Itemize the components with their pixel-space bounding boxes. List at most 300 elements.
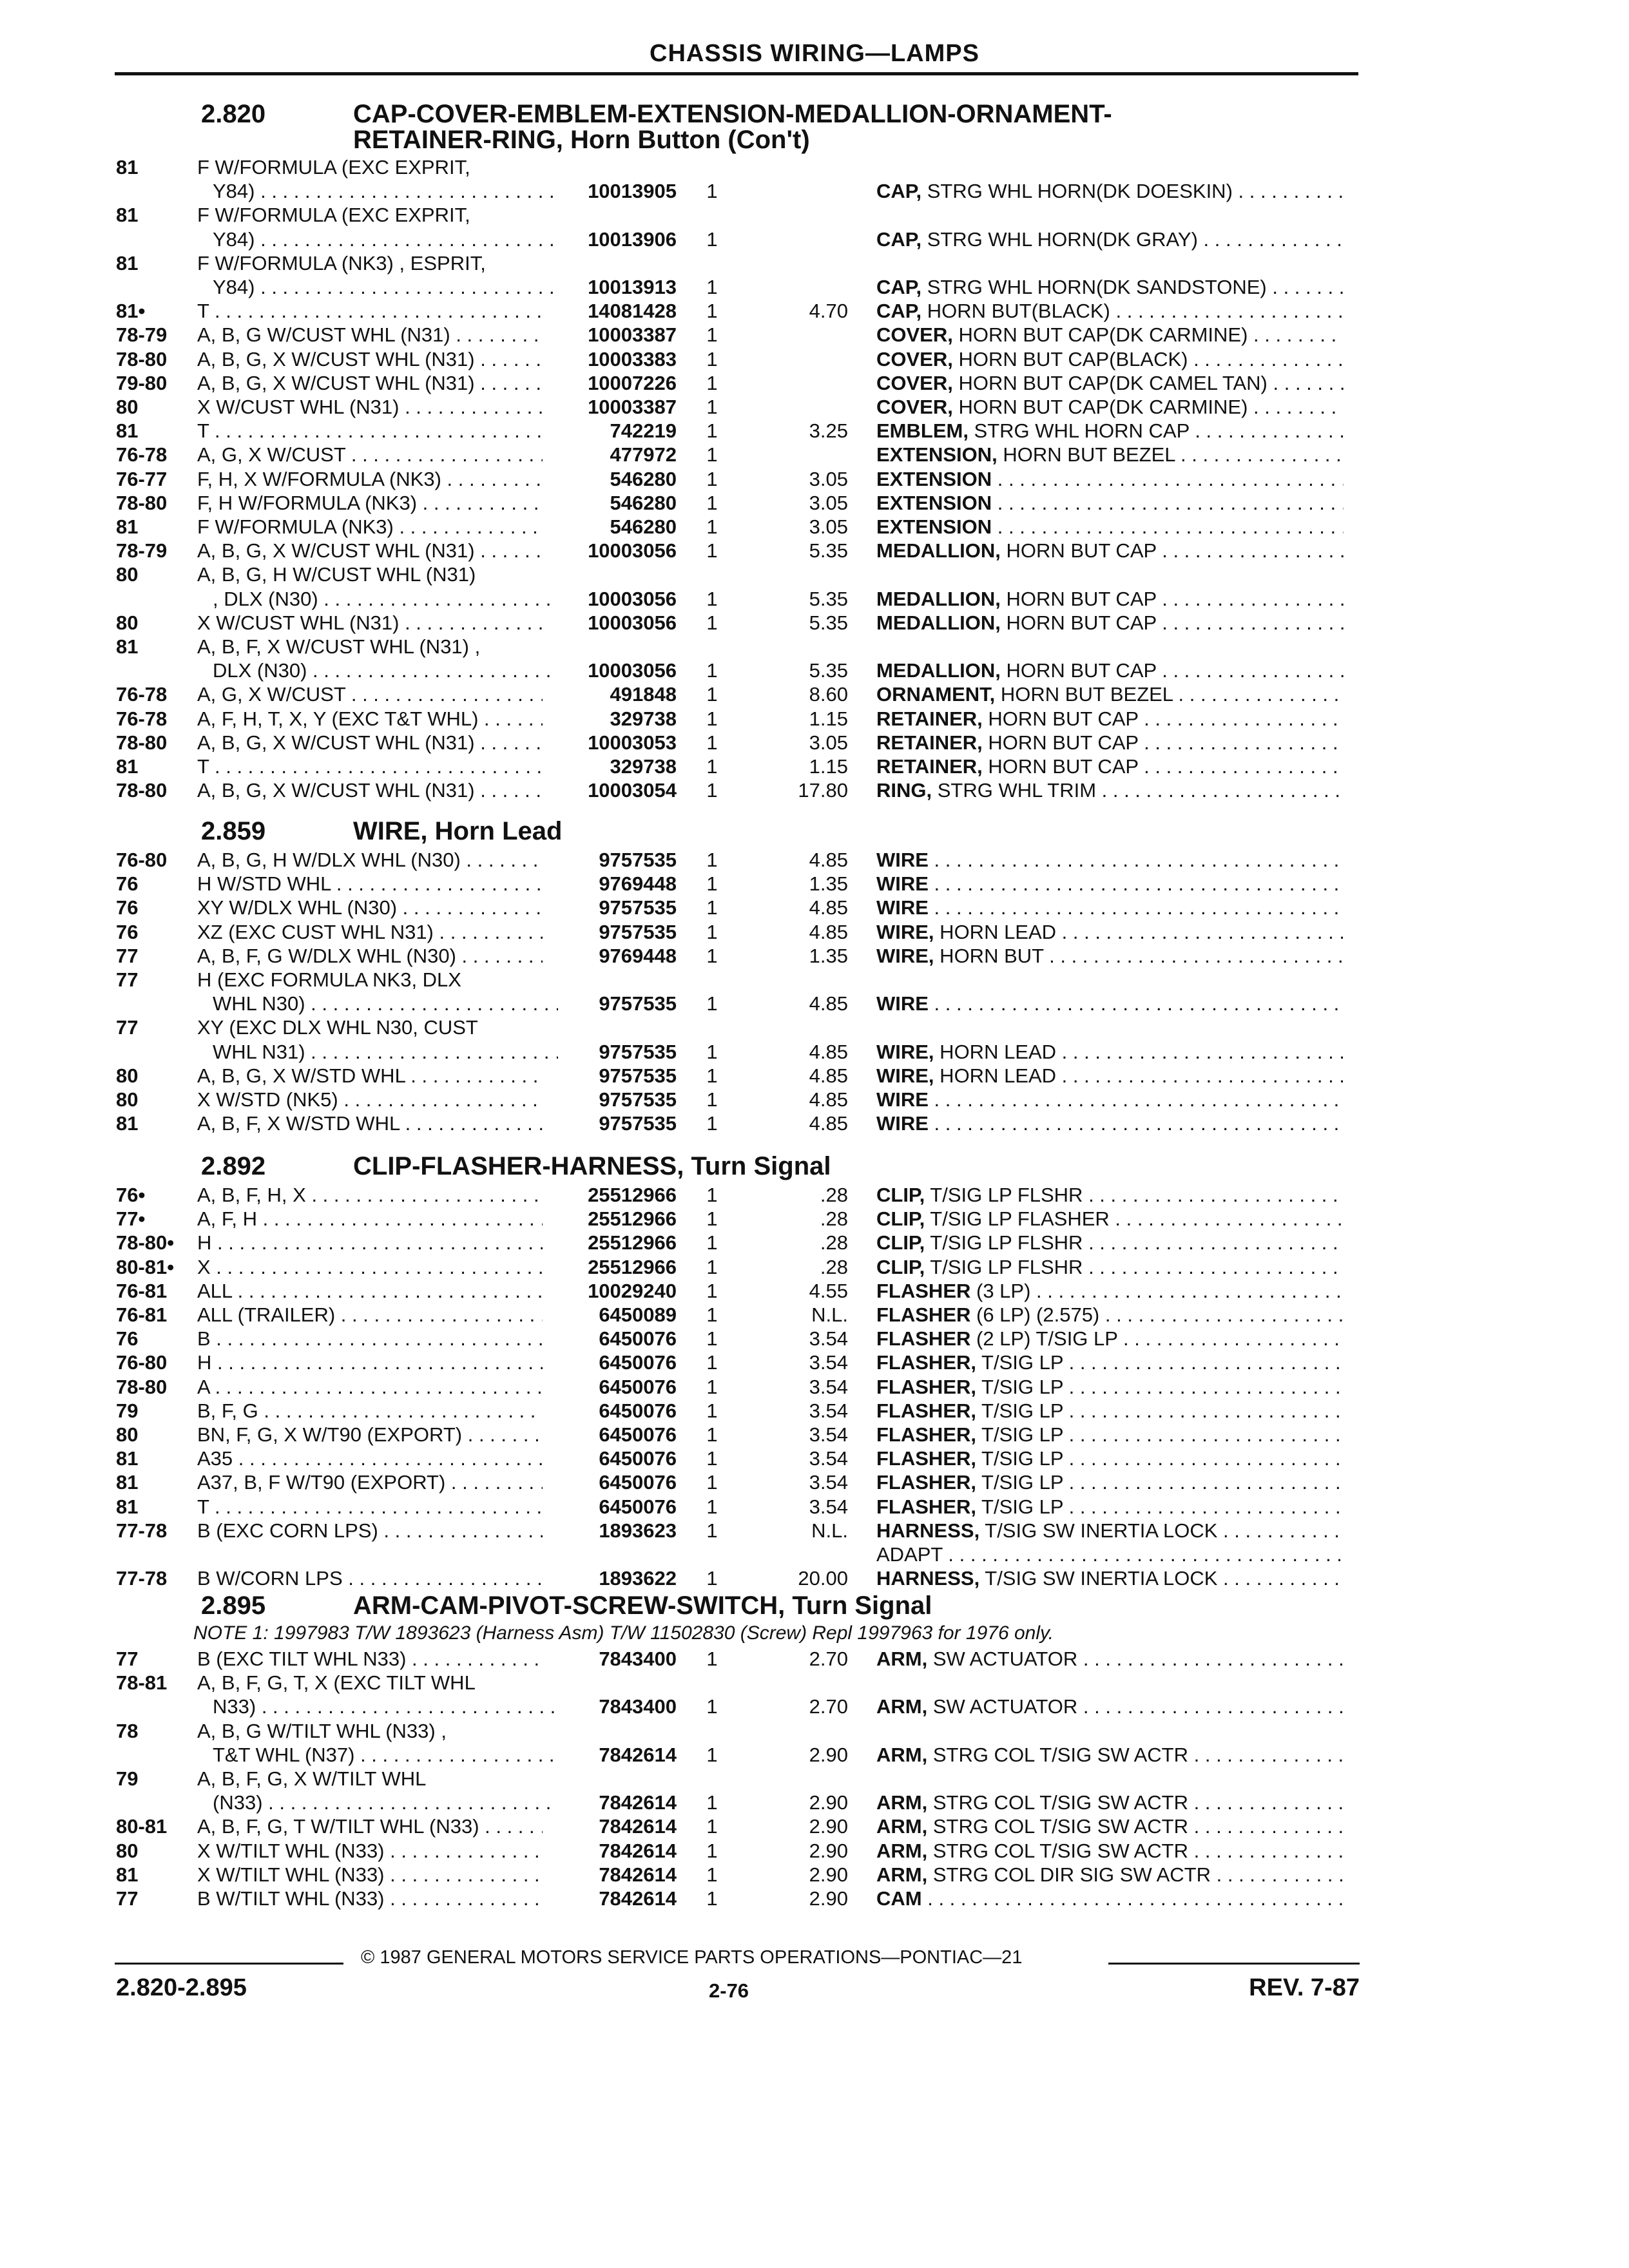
- row-application: Y84) . . .: [213, 275, 558, 299]
- row-description-keyword: ARM,: [876, 1648, 928, 1670]
- row-part-number: 7843400: [599, 1648, 677, 1670]
- row-quantity: 1: [706, 992, 718, 1015]
- row-quantity: 1: [706, 683, 718, 706]
- row-quantity: 1: [706, 1256, 718, 1278]
- section-number: 2.895: [201, 1591, 266, 1620]
- row-year: 79: [116, 1399, 139, 1422]
- row-description: [876, 1255, 1344, 1279]
- section-title: CLIP-FLASHER-HARNESS, Turn Signal: [353, 1152, 831, 1180]
- row-quantity: 1: [706, 276, 718, 298]
- row-description: [876, 611, 1344, 635]
- row-price: 3.54: [809, 1376, 848, 1398]
- row-part-number: 9757535: [599, 992, 677, 1015]
- row-quantity: 1: [706, 515, 718, 538]
- row-description-keyword: CAP,: [876, 276, 922, 298]
- row-description-text: STRG COL DIR SIG SW ACTR: [927, 1863, 1211, 1886]
- row-part-number: 9757535: [599, 921, 677, 943]
- row-part-number: 329738: [610, 707, 677, 730]
- section-title: ARM-CAM-PIVOT-SCREW-SWITCH, Turn Signal: [353, 1591, 932, 1620]
- row-part-number: 10003056: [588, 588, 677, 610]
- row-description-keyword: FLASHER,: [876, 1423, 976, 1446]
- row-part-number: 491848: [610, 683, 677, 706]
- parts-row: [0, 731, 1629, 754]
- row-application: A, B, G, X W/CUST WHL (N31) . . .: [197, 371, 543, 395]
- row-price: 4.85: [809, 1041, 848, 1063]
- parts-row: [0, 419, 1629, 443]
- parts-row: [0, 395, 1629, 419]
- row-year: 80-81•: [116, 1256, 175, 1278]
- row-description-text: (6 LP) (2.575): [970, 1303, 1100, 1326]
- row-description-keyword: FLASHER: [876, 1280, 971, 1302]
- row-part-number: 477972: [610, 443, 677, 466]
- row-description: [876, 419, 1344, 443]
- parts-row: [0, 635, 1629, 658]
- row-description-text: HORN LEAD: [934, 1041, 1057, 1063]
- row-year: 78-80: [116, 731, 168, 754]
- row-quantity: 1: [706, 707, 718, 730]
- parts-row: [0, 1088, 1629, 1111]
- row-description: [876, 944, 1344, 968]
- parts-row: [0, 1791, 1629, 1814]
- row-year: 76-77: [116, 468, 168, 490]
- row-part-number: 6450076: [599, 1376, 677, 1398]
- row-application: A, B, G, H W/DLX WHL (N30) . . .: [197, 848, 543, 872]
- row-part-number: 7842614: [599, 1744, 677, 1766]
- row-description-text: HORN BUT CAP: [982, 707, 1139, 730]
- row-year: 81: [116, 1447, 139, 1470]
- row-description: [876, 1791, 1344, 1814]
- row-quantity: 1: [706, 659, 718, 682]
- parts-row: [0, 467, 1629, 491]
- row-price: N.L.: [811, 1519, 848, 1542]
- row-quantity: 1: [706, 779, 718, 802]
- row-year: 81: [116, 204, 139, 226]
- row-price: 2.70: [809, 1648, 848, 1670]
- row-application: H (EXC FORMULA NK3, DLX: [197, 968, 461, 991]
- row-part-number: 9769448: [599, 945, 677, 967]
- row-price: 1.15: [809, 755, 848, 778]
- row-application: T . . .: [197, 299, 543, 323]
- parts-row: [0, 944, 1629, 968]
- row-part-number: 6450076: [599, 1351, 677, 1374]
- row-application: A35 . . .: [197, 1446, 543, 1470]
- row-price: .28: [820, 1231, 848, 1254]
- row-description: [876, 587, 1344, 611]
- row-application: A, B, G W/TILT WHL (N33) ,: [197, 1720, 447, 1742]
- row-description-text: HORN BUT CAP(DK CARMINE): [952, 396, 1248, 418]
- row-part-number: 7843400: [599, 1695, 677, 1718]
- row-description: [876, 1887, 1344, 1910]
- row-description: [876, 1519, 1344, 1542]
- row-description-keyword: WIRE: [876, 992, 929, 1015]
- row-description-keyword: CAP,: [876, 300, 922, 322]
- row-quantity: 1: [706, 1423, 718, 1446]
- row-application: A, B, G, X W/CUST WHL (N31) . . .: [197, 778, 543, 802]
- row-description-text: T/SIG SW INERTIA LOCK: [979, 1519, 1218, 1542]
- row-price: 17.80: [798, 779, 848, 802]
- section-heading: [0, 817, 1629, 848]
- row-description-text: HORN BUT BEZEL: [995, 683, 1173, 706]
- parts-row: [0, 1495, 1629, 1519]
- row-description: [876, 1495, 1344, 1519]
- row-application: B (EXC CORN LPS) . . .: [197, 1519, 543, 1542]
- row-description-text: HORN BUT BEZEL: [997, 443, 1175, 466]
- row-price: 2.90: [809, 1744, 848, 1766]
- parts-row: [0, 1695, 1629, 1718]
- row-description-keyword: WIRE,: [876, 1064, 934, 1087]
- section-heading: [0, 100, 1629, 131]
- row-year: 77: [116, 1016, 139, 1039]
- row-description-text: STRG WHL TRIM: [932, 779, 1097, 802]
- row-year: 77-78: [116, 1567, 168, 1590]
- parts-row: [0, 1064, 1629, 1088]
- row-description-keyword: FLASHER,: [876, 1447, 976, 1470]
- row-description: [876, 443, 1344, 466]
- row-description: [876, 1111, 1344, 1135]
- row-quantity: 1: [706, 419, 718, 442]
- row-description-text: HORN BUT CAP: [1000, 539, 1157, 562]
- row-description: [876, 515, 1344, 539]
- row-year: 77: [116, 968, 139, 991]
- row-year: 78-80•: [116, 1231, 175, 1254]
- row-price: 3.54: [809, 1327, 848, 1350]
- row-application: WHL N31) . . .: [213, 1040, 558, 1064]
- row-price: 3.54: [809, 1351, 848, 1374]
- row-quantity: 1: [706, 1695, 718, 1718]
- parts-row: [0, 1399, 1629, 1423]
- row-part-number: 9757535: [599, 1112, 677, 1135]
- row-description: [876, 1183, 1344, 1207]
- row-description-keyword: RETAINER,: [876, 707, 983, 730]
- row-quantity: 1: [706, 1088, 718, 1111]
- row-application: F W/FORMULA (EXC EXPRIT,: [197, 204, 470, 226]
- parts-row: [0, 443, 1629, 466]
- row-price: 2.70: [809, 1695, 848, 1718]
- row-part-number: 10003387: [588, 323, 677, 346]
- row-application: T . . .: [197, 1495, 543, 1519]
- parts-row: [0, 1542, 1629, 1566]
- row-description-text: HORN BUT: [934, 945, 1044, 967]
- row-part-number: 7842614: [599, 1863, 677, 1886]
- row-part-number: 546280: [610, 468, 677, 490]
- row-part-number: 742219: [610, 419, 677, 442]
- row-price: 3.05: [809, 492, 848, 514]
- parts-row: [0, 1350, 1629, 1374]
- row-year: 76: [116, 1327, 139, 1350]
- row-application: B (EXC TILT WHL N33) . . .: [197, 1647, 543, 1671]
- row-description-keyword: EMBLEM,: [876, 419, 969, 442]
- row-description: [876, 1303, 1344, 1327]
- row-application: F W/FORMULA (NK3) . . .: [197, 515, 543, 539]
- parts-row: [0, 1423, 1629, 1446]
- footer-section-range: 2.820-2.895: [116, 1974, 247, 2001]
- row-description-text: HORN BUT CAP: [982, 731, 1139, 754]
- parts-row: [0, 1279, 1629, 1303]
- parts-row: [0, 1839, 1629, 1863]
- row-year: 77•: [116, 1207, 146, 1230]
- row-year: 76-78: [116, 683, 168, 706]
- row-quantity: 1: [706, 492, 718, 514]
- row-year: 76-80: [116, 1351, 168, 1374]
- row-application: A, B, F, G, T W/TILT WHL (N33) . . .: [197, 1814, 543, 1838]
- parts-row: [0, 1671, 1629, 1695]
- row-description: [876, 1839, 1344, 1863]
- row-year: 77: [116, 945, 139, 967]
- row-year: 81: [116, 515, 139, 538]
- row-quantity: 1: [706, 372, 718, 394]
- row-description-keyword: FLASHER: [876, 1303, 971, 1326]
- row-part-number: 9769448: [599, 872, 677, 895]
- parts-row: [0, 896, 1629, 919]
- row-description-keyword: COVER,: [876, 396, 953, 418]
- row-description-text: HORN BUT CAP(DK CARMINE): [952, 323, 1248, 346]
- row-part-number: 9757535: [599, 849, 677, 871]
- parts-row: [0, 1647, 1629, 1671]
- row-description-keyword: WIRE: [876, 896, 929, 919]
- row-part-number: 1893623: [599, 1519, 677, 1542]
- row-description-text: HORN BUT CAP: [982, 755, 1139, 778]
- row-description-keyword: WIRE: [876, 1112, 929, 1135]
- row-year: 78-80: [116, 492, 168, 514]
- row-description: [876, 1088, 1344, 1111]
- row-description-keyword: CAP,: [876, 228, 922, 251]
- row-year: 77: [116, 1648, 139, 1670]
- row-description-text: STRG WHL HORN(DK GRAY): [921, 228, 1198, 251]
- row-price: 3.05: [809, 468, 848, 490]
- parts-row: [0, 1375, 1629, 1399]
- row-price: 4.85: [809, 849, 848, 871]
- row-price: 5.35: [809, 611, 848, 634]
- parts-row: [0, 227, 1629, 251]
- parts-row: [0, 347, 1629, 371]
- row-description-keyword: RING,: [876, 779, 932, 802]
- row-description-keyword: WIRE,: [876, 1041, 934, 1063]
- row-description: [876, 848, 1344, 872]
- row-application: A, B, F, G, T, X (EXC TILT WHL: [197, 1671, 476, 1694]
- row-description: [876, 1814, 1344, 1838]
- row-application: F W/FORMULA (NK3) , ESPRIT,: [197, 252, 486, 274]
- row-quantity: 1: [706, 348, 718, 370]
- row-part-number: 10013906: [588, 228, 677, 251]
- row-description-text: T/SIG LP FLSHR: [925, 1256, 1083, 1278]
- row-price: .28: [820, 1184, 848, 1206]
- row-description-keyword: RETAINER,: [876, 755, 983, 778]
- parts-row: [0, 251, 1629, 275]
- parts-row: [0, 1207, 1629, 1231]
- row-price: 5.35: [809, 588, 848, 610]
- row-description-keyword: MEDALLION,: [876, 539, 1001, 562]
- parts-row: [0, 1183, 1629, 1207]
- row-application: XZ (EXC CUST WHL N31) . . .: [197, 920, 543, 944]
- row-application: ALL . . .: [197, 1279, 543, 1303]
- row-description: [876, 658, 1344, 682]
- row-description-keyword: EXTENSION: [876, 492, 992, 514]
- parts-row: [0, 754, 1629, 778]
- row-description: [876, 179, 1344, 203]
- row-part-number: 10013905: [588, 180, 677, 202]
- parts-row: [0, 539, 1629, 562]
- row-description-text: T/SIG LP: [976, 1447, 1063, 1470]
- row-year: 81: [116, 156, 139, 178]
- parts-row: [0, 323, 1629, 347]
- row-year: 81: [116, 1863, 139, 1886]
- row-application: A, B, F, G W/DLX WHL (N30) . . .: [197, 944, 543, 968]
- row-application: H . . .: [197, 1231, 543, 1254]
- row-price: 20.00: [798, 1567, 848, 1590]
- row-part-number: 329738: [610, 755, 677, 778]
- row-quantity: 1: [706, 180, 718, 202]
- row-price: .28: [820, 1256, 848, 1278]
- row-quantity: 1: [706, 1744, 718, 1766]
- row-year: 78-81: [116, 1671, 168, 1694]
- row-part-number: 7842614: [599, 1791, 677, 1814]
- row-application: N33) . . .: [213, 1695, 558, 1718]
- row-description-keyword: FLASHER: [876, 1327, 971, 1350]
- row-quantity: 1: [706, 1567, 718, 1590]
- row-description: [876, 872, 1344, 896]
- parts-row: [0, 992, 1629, 1015]
- parts-row: [0, 275, 1629, 299]
- row-description-text: HORN BUT CAP: [1000, 588, 1157, 610]
- row-description-keyword: CAP,: [876, 180, 922, 202]
- row-description-keyword: ARM,: [876, 1863, 928, 1886]
- row-part-number: 6450076: [599, 1495, 677, 1518]
- parts-row: [0, 1863, 1629, 1887]
- row-description: [876, 299, 1344, 323]
- header-rule: [115, 72, 1358, 75]
- row-price: 3.54: [809, 1423, 848, 1446]
- row-part-number: 1893622: [599, 1567, 677, 1590]
- row-description-text: T/SIG LP: [976, 1399, 1063, 1422]
- footer-page-number: 2-76: [709, 1979, 749, 2002]
- parts-row: [0, 1231, 1629, 1254]
- row-description-text: T/SIG LP: [976, 1495, 1063, 1518]
- row-year: 79-80: [116, 372, 168, 394]
- row-quantity: 1: [706, 849, 718, 871]
- row-application: A, B, F, G, X W/TILT WHL: [197, 1767, 427, 1790]
- row-description-keyword: WIRE: [876, 872, 929, 895]
- section-number: 2.820: [201, 100, 266, 128]
- row-part-number: 10003056: [588, 611, 677, 634]
- row-year: 76-81: [116, 1280, 168, 1302]
- row-price: 4.85: [809, 896, 848, 919]
- row-price: 3.05: [809, 515, 848, 538]
- row-application: A, B, F, X W/STD WHL . . .: [197, 1111, 543, 1135]
- footer-rule-right: [1108, 1963, 1360, 1965]
- row-quantity: 1: [706, 1064, 718, 1087]
- row-description: [876, 731, 1344, 754]
- row-quantity: 1: [706, 1471, 718, 1494]
- row-price: 5.35: [809, 659, 848, 682]
- row-year: 81: [116, 1495, 139, 1518]
- row-part-number: 9757535: [599, 1064, 677, 1087]
- row-year: 81: [116, 252, 139, 274]
- row-description-text: STRG WHL HORN CAP: [968, 419, 1190, 442]
- parts-row: [0, 203, 1629, 227]
- row-description: [876, 371, 1344, 395]
- row-description-text: T/SIG LP: [976, 1423, 1063, 1446]
- row-application: DLX (N30) . . .: [213, 658, 558, 682]
- row-description-text: T/SIG LP: [976, 1471, 1063, 1494]
- row-application: F, H W/FORMULA (NK3) . . .: [197, 491, 543, 515]
- row-description: [876, 323, 1344, 347]
- row-quantity: 1: [706, 731, 718, 754]
- row-part-number: 10007226: [588, 372, 677, 394]
- row-description: [876, 467, 1344, 491]
- row-part-number: 9757535: [599, 1088, 677, 1111]
- footer-revision: REV. 7-87: [1249, 1974, 1360, 2001]
- row-price: 8.60: [809, 683, 848, 706]
- row-description: [876, 1695, 1344, 1718]
- row-year: 81: [116, 755, 139, 778]
- row-application: B W/TILT WHL (N33) . . .: [197, 1887, 543, 1910]
- parts-row: [0, 371, 1629, 395]
- page-title: CHASSIS WIRING—LAMPS: [650, 40, 979, 67]
- row-year: 81: [116, 1112, 139, 1135]
- row-description: [876, 1350, 1344, 1374]
- row-description-keyword: CAM: [876, 1887, 922, 1910]
- row-application: X W/STD (NK5) . . .: [197, 1088, 543, 1111]
- parts-row: [0, 707, 1629, 731]
- row-year: 76: [116, 872, 139, 895]
- row-part-number: 6450076: [599, 1399, 677, 1422]
- row-quantity: 1: [706, 1041, 718, 1063]
- row-application: X W/TILT WHL (N33) . . .: [197, 1863, 543, 1887]
- row-description-text: T/SIG LP FLSHR: [925, 1184, 1083, 1206]
- row-year: 80: [116, 1064, 139, 1087]
- parts-row: [0, 1111, 1629, 1135]
- row-year: 81: [116, 1471, 139, 1494]
- row-description-keyword: HARNESS,: [876, 1567, 980, 1590]
- row-application: A, B, G, X W/CUST WHL (N31) . . .: [197, 347, 543, 371]
- row-year: 76-81: [116, 1303, 168, 1326]
- row-price: 4.70: [809, 300, 848, 322]
- row-application: X . . .: [197, 1255, 543, 1279]
- row-part-number: 9757535: [599, 1041, 677, 1063]
- row-description-keyword: CLIP,: [876, 1207, 925, 1230]
- row-description-text: STRG WHL HORN(DK SANDSTONE): [921, 276, 1267, 298]
- row-description: [876, 992, 1344, 1015]
- row-description-keyword: EXTENSION,: [876, 443, 998, 466]
- row-application: T&T WHL (N37) . . .: [213, 1743, 558, 1767]
- parts-row: [0, 1814, 1629, 1838]
- section-heading: [0, 1591, 1629, 1622]
- row-part-number: 10029240: [588, 1280, 677, 1302]
- row-part-number: 6450076: [599, 1471, 677, 1494]
- row-quantity: 1: [706, 921, 718, 943]
- row-part-number: 10003053: [588, 731, 677, 754]
- row-application: X W/CUST WHL (N31) . . .: [197, 611, 543, 635]
- row-description: [876, 347, 1344, 371]
- row-year: 76: [116, 921, 139, 943]
- row-part-number: 6450089: [599, 1303, 677, 1326]
- row-application: F, H, X W/FORMULA (NK3) . . .: [197, 467, 543, 491]
- row-description-keyword: FLASHER,: [876, 1471, 976, 1494]
- row-description-text: HORN BUT CAP(BLACK): [952, 348, 1188, 370]
- row-application: , DLX (N30) . . .: [213, 587, 558, 611]
- row-description-text: HORN BUT CAP: [1000, 659, 1157, 682]
- row-application: A, G, X W/CUST . . .: [197, 682, 543, 706]
- row-quantity: 1: [706, 1351, 718, 1374]
- row-description-text: T/SIG SW INERTIA LOCK: [979, 1567, 1218, 1590]
- row-description-keyword: WIRE: [876, 849, 929, 871]
- row-quantity: 1: [706, 1840, 718, 1862]
- row-application: B . . .: [197, 1327, 543, 1350]
- row-year: 80: [116, 396, 139, 418]
- row-description-keyword: FLASHER,: [876, 1495, 976, 1518]
- row-description: [876, 1446, 1344, 1470]
- row-description-text: HORN BUT(BLACK): [921, 300, 1110, 322]
